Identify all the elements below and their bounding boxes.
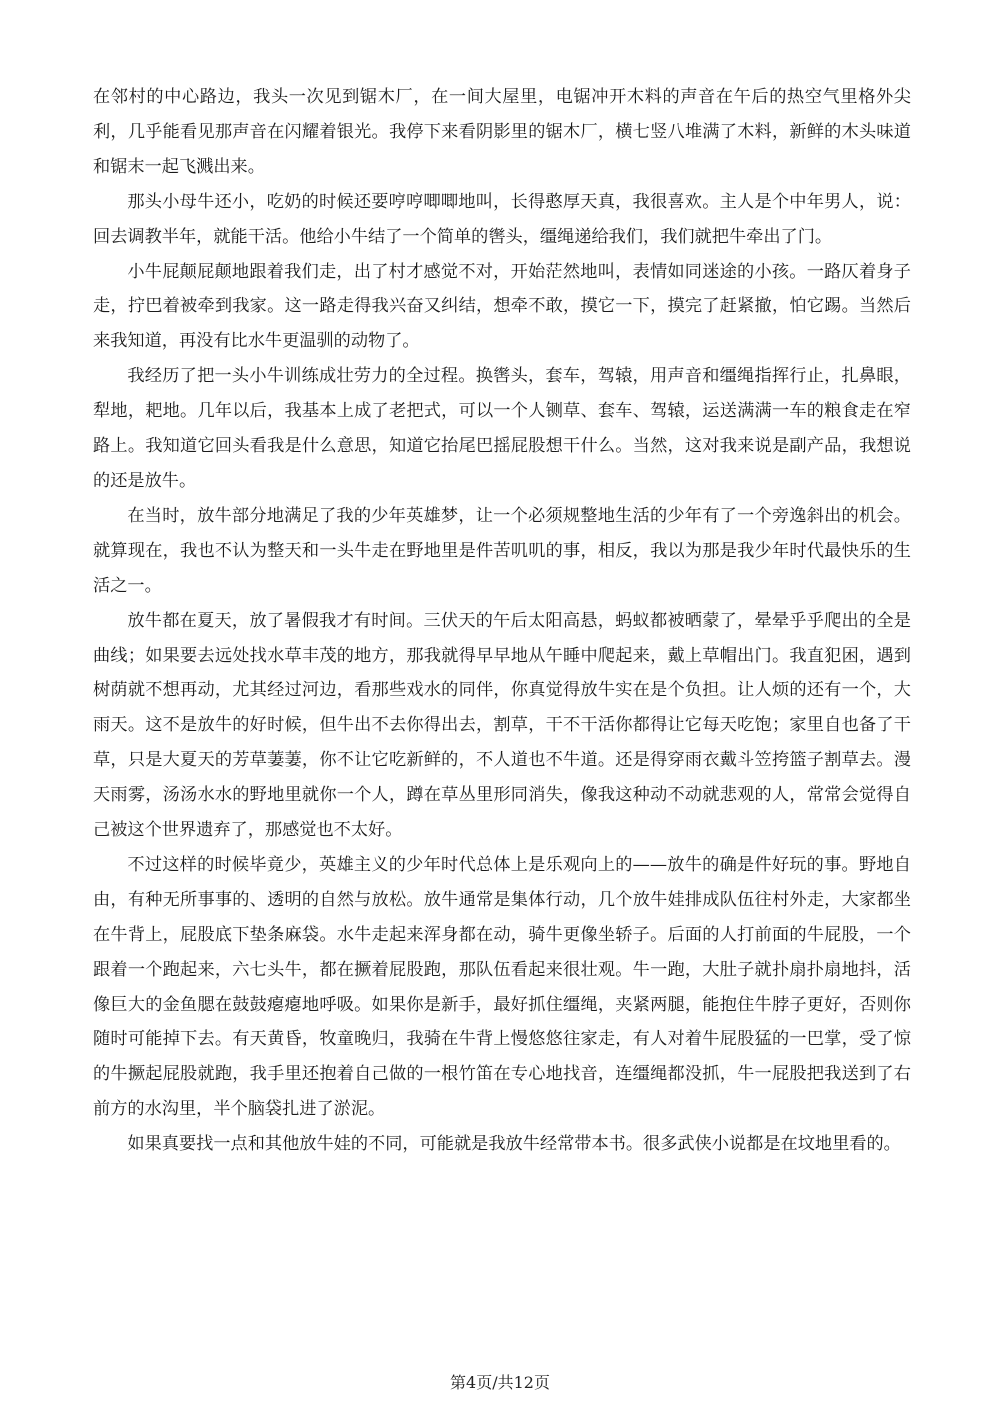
article-body [93, 80, 911, 1162]
paragraph-4: 我经历了把一头小牛训练成壮劳力的全过程。换辔头，套车，驾辕，用声音和缰绳指挥行止，扎鼻眼，犁地，耙地。几年以后，我基本上成了老把式，可以一个人铡草、套车、驾辕，运送满满一车的粮食走在窄路上。我知道它回头看我是什么意思，知道它抬尾巴摇屁股想干什么。当然，这对我来说是副产品，我想说的还是放牛。 [93, 366, 911, 491]
paragraph-2: 那头小母牛还小，吃奶的时候还要哼哼唧唧地叫，长得憨厚天真，我很喜欢。主人是个中年男人，说：回去调教半年，就能干活。他给小牛结了一个简单的辔头，缰绳递给我们，我们就把牛牵出了门。 [93, 191, 911, 247]
paragraph-8: 如果真要找一点和其他放牛娃的不同，可能就是我放牛经常带本书。很多武侠小说都是在坟地里看的。 [127, 1134, 901, 1155]
paragraph-3: 小牛屁颠屁颠地跟着我们走，出了村才感觉不对，开始茫然地叫，表情如同迷途的小孩。一路仄着身子走，拧巴着被牵到我家。这一路走得我兴奋又纠结，想牵不敢，摸它一下，摸完了赶紧撤，怕它踢。当然后来我知道，再没有比水牛更温驯的动物了。 [93, 261, 911, 352]
paragraph-7: 不过这样的时候毕竟少，英雄主义的少年时代总体上是乐观向上的——放牛的确是件好玩的事。野地自由，有种无所事事的、透明的自然与放松。放牛通常是集体行动，几个放牛娃排成队伍往村外走，大家都坐在牛背上，屁股底下垫条麻袋。水牛走起来浑身都在动，骑牛更像坐轿子。后面的人打前面的牛屁股，一个跟着一个跑起来，六七头牛，都在撅着屁股跑，那队伍看起来很壮观。牛一跑，大肚子就扑扇扑扇地抖，活像巨大的金鱼腮在鼓鼓瘪瘪地呼吸。如果你是新手，最好抓住缰绳，夹紧两腿，能抱住牛脖子更好，否则你随时可能掉下去。有天黄昏，牧童晚归，我骑在牛背上慢悠悠往家走，有人对着牛屁股猛的一巴掌，受了惊的牛撅起屁股就跑，我手里还抱着自己做的一根竹笛在专心地找音，连缰绳都没抓，牛一屁股把我送到了右前方的水沟里，半个脑袋扎进了淤泥。 [93, 854, 911, 1120]
paragraph-1: 在邻村的中心路边，我头一次见到锯木厂，在一间大屋里，电锯冲开木料的声音在午后的热空气里格外尖利，几乎能看见那声音在闪耀着银光。我停下来看阴影里的锯木厂，横七竖八堆满了木料，新鲜的木头味道和锯末一起飞溅出来。 [93, 87, 911, 177]
page-number: 第4页/共12页 [450, 1373, 550, 1392]
paragraph-6: 放牛都在夏天，放了暑假我才有时间。三伏天的午后太阳高悬，蚂蚁都被晒蒙了，晕晕乎乎爬出的全是曲线；如果要去远处找水草丰茂的地方，那我就得早早地从午睡中爬起来，戴上草帽出门。我直犯困，遇到树荫就不想再动，尤其经过河边，看那些戏水的同伴，你真觉得放牛实在是个负担。让人烦的还有一个，大雨天。这不是放牛的好时候，但牛出不去你得出去，割草，干不干活你都得让它每天吃饱；家里自也备了干草，只是大夏天的芳草萋萋，你不让它吃新鲜的，不人道也不牛道。还是得穿雨衣戴斗笠挎篮子割草去。漫天雨雾，汤汤水水的野地里就你一个人，蹲在草丛里形同消失，像我这种动不动就悲观的人，常常会觉得自己被这个世界遗弃了，那感觉也不太好。 [93, 610, 911, 841]
paragraph-5: 在当时，放牛部分地满足了我的少年英雄梦，让一个必须规整地生活的少年有了一个旁逸斜出的机会。就算现在，我也不认为整天和一头牛走在野地里是件苦叽叽的事，相反，我以为那是我少年时代最快乐的生活之一。 [93, 505, 911, 596]
